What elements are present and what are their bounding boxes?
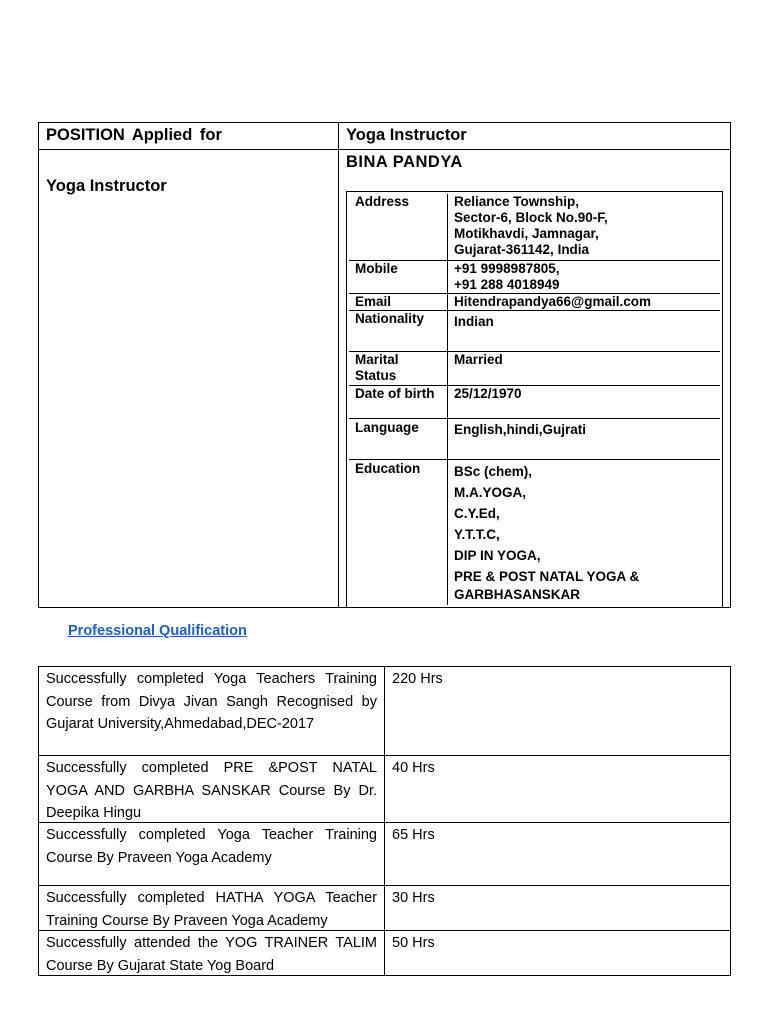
personal-details-cell (339, 150, 730, 607)
detail-value: Indian (454, 314, 494, 329)
detail-row-date-of-birth (349, 386, 720, 419)
detail-label: Email (349, 294, 448, 310)
qualification-description: Successfully completed PRE &POST NATAL YOGA AND GARBHA SANSKAR Course By Dr. Deepika Hingu (39, 756, 385, 822)
detail-row-address (349, 194, 720, 261)
detail-label: Nationality (349, 311, 448, 351)
detail-row-mobile (349, 261, 720, 294)
detail-row-email (349, 294, 720, 311)
qualification-row (39, 823, 730, 886)
detail-value: 25/12/1970 (454, 386, 522, 401)
detail-label: Address (349, 194, 448, 260)
qualification-hours: 30 Hrs (392, 890, 435, 906)
detail-value: Hitendrapandya66@gmail.com (454, 294, 651, 309)
qualifications-table (38, 666, 731, 976)
left-role-text: Yoga Instructor (46, 177, 167, 195)
position-label: POSITION Applied for (46, 126, 222, 144)
qualification-hours: 40 Hrs (392, 760, 435, 776)
qualification-row (39, 886, 730, 931)
personal-details-table (346, 191, 723, 608)
applicant-name: BINA PANDYA (346, 153, 463, 171)
left-role-cell (39, 150, 339, 607)
qualification-description: Successfully attended the YOG TRAINER TALIM Course By Gujarat State Yog Board (39, 931, 385, 975)
detail-value: Reliance Township, Sector-6, Block No.90-F, Motikhavdi, Jamnagar, Gujarat-361142, India (454, 194, 608, 257)
qualification-row (39, 667, 730, 756)
detail-row-education (349, 460, 720, 605)
detail-label: Date of birth (349, 386, 448, 418)
qualification-hours: 65 Hrs (392, 827, 435, 843)
qualification-hours: 50 Hrs (392, 935, 435, 951)
detail-row-language (349, 419, 720, 460)
detail-value: English,hindi,Gujrati (454, 422, 587, 437)
detail-label: Marital Status (349, 352, 448, 385)
detail-value: BSc (chem), M.A.YOGA, C.Y.Ed, Y.T.T.C, DIP IN YOGA, PRE & POST NATAL YOGA & GARBHASANSKAR (454, 464, 640, 602)
qualification-description: Successfully completed HATHA YOGA Teacher Training Course By Praveen Yoga Academy (39, 886, 385, 930)
detail-label: Mobile (349, 261, 448, 293)
position-value: Yoga Instructor (346, 126, 467, 144)
qualification-hours: 220 Hrs (392, 671, 443, 687)
qualification-row (39, 931, 730, 975)
qualification-row (39, 756, 730, 823)
detail-value: +91 9998987805, +91 288 4018949 (454, 261, 560, 292)
applicant-info-table (38, 122, 731, 608)
position-value-cell (339, 123, 730, 150)
position-label-cell (39, 123, 339, 150)
detail-row-marital-status (349, 352, 720, 386)
qualification-description: Successfully completed Yoga Teacher Training Course By Praveen Yoga Academy (39, 823, 385, 885)
detail-label: Language (349, 419, 448, 459)
qualification-description: Successfully completed Yoga Teachers Training Course from Divya Jivan Sangh Recognised by Gujarat University,Ahmedabad,DEC-2017 (39, 667, 385, 755)
professional-qualification-heading: Professional Qualification (68, 623, 247, 639)
detail-row-nationality (349, 311, 720, 352)
detail-label: Education (349, 460, 448, 605)
detail-value: Married (454, 352, 503, 367)
